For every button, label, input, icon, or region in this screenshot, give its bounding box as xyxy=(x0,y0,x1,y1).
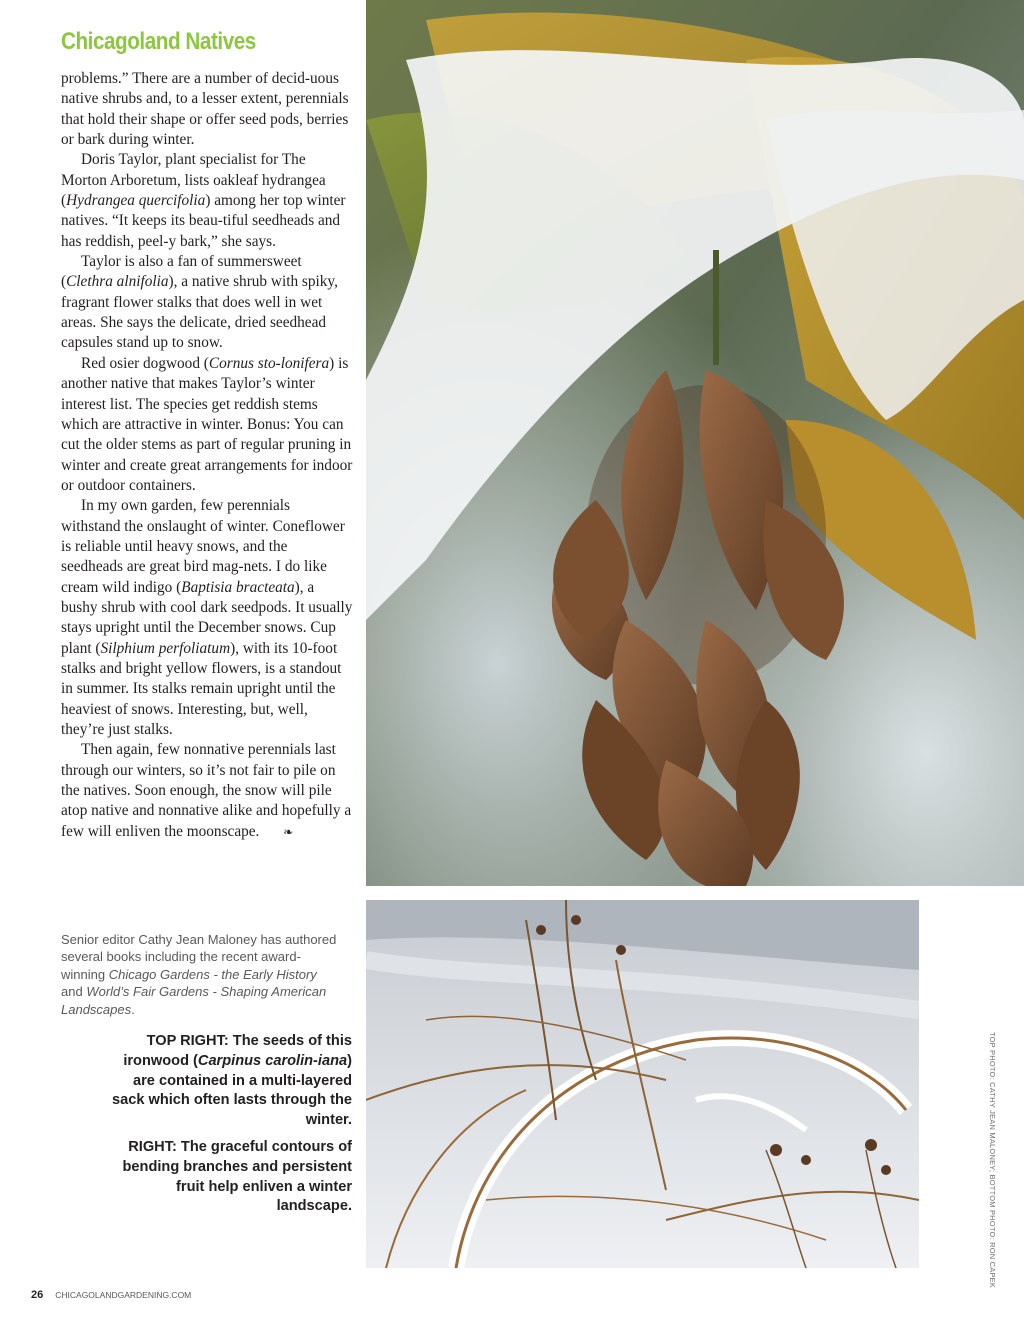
section-title: Chicagoland Natives xyxy=(61,28,256,55)
caption-right: RIGHT: The graceful contours of bending branches and persistent fruit help enliven a winter landscape. xyxy=(122,1138,352,1215)
page-footer xyxy=(31,1289,191,1301)
caption-top-right: TOP RIGHT: The seeds of this ironwood (Carpinus carolin-iana) are contained in a multi-layered sack which often lasts through the winter. xyxy=(111,1033,352,1129)
paragraph-2: Doris Taylor, plant specialist for The Morton Arboretum, lists oakleaf hydrangea (Hydrangea quercifolia) among her top winter natives. “It keeps its beau-tiful seedheads and has reddish, peel-y bark,” she says. xyxy=(61,151,346,250)
photo-captions xyxy=(110,1032,352,1224)
author-bio: Senior editor Cathy Jean Maloney has authored several books including the recent award-winning Chicago Gardens - the Early History and World’s Fair Gardens - Shaping American Landscapes. xyxy=(61,932,337,1017)
photo-snowy-branches xyxy=(366,900,919,1268)
page-number: 26 xyxy=(31,1289,44,1301)
article-body xyxy=(61,69,353,842)
paragraph-4: Red osier dogwood (Cornus sto-lonifera) is another native that makes Taylor’s winter interest list. The species get reddish stems which are attractive in winter. Bonus: You can cut the older stems as part of regular pruning in winter and create great arrangements for indoor or outdoor containers. xyxy=(61,354,353,494)
paragraph-5: In my own garden, few perennials withstand the onslaught of winter. Coneflower is reliable until heavy snows, and the seedheads are great bird mag-nets. I do like cream wild indigo (Baptisia bracteata), a bushy shrub with cool dark seedpods. It usually stays upright until the December snows. Cup plant (Silphium perfoliatum), with its 10-foot stalks and bright yellow flowers, is a standout in summer. Its stalks remain upright until the heaviest of snows. Interesting, but, well, they’re just stalks. xyxy=(61,497,353,738)
paragraph-3: Taylor is also a fan of summersweet (Clethra alnifolia), a native shrub with spiky, fragrant flower stalks that does well in wet areas. She says the delicate, dried seedhead capsules stand up to snow. xyxy=(61,253,338,352)
end-mark-icon: ❧ xyxy=(283,824,294,839)
photo-credit: TOP PHOTO: CATHY JEAN MALONEY; BOTTOM PHOTO: RON CAPEK xyxy=(988,1032,997,1289)
photo-ironwood-seeds xyxy=(366,0,1024,886)
site-url: CHICAGOLANDGARDENING.COM xyxy=(55,1290,192,1300)
paragraph-6: Then again, few nonnative perennials last through our winters, so it’s not fair to pile on the natives. Soon enough, the snow will pile atop native and nonnative alike and hopefully a few will enliven the moonscape. ❧ xyxy=(61,740,353,842)
paragraph-1: problems.” There are a number of decid-uous native shrubs and, to a lesser extent, perennials that hold their shape or offer seed pods, berries or bark during winter. xyxy=(61,70,349,149)
